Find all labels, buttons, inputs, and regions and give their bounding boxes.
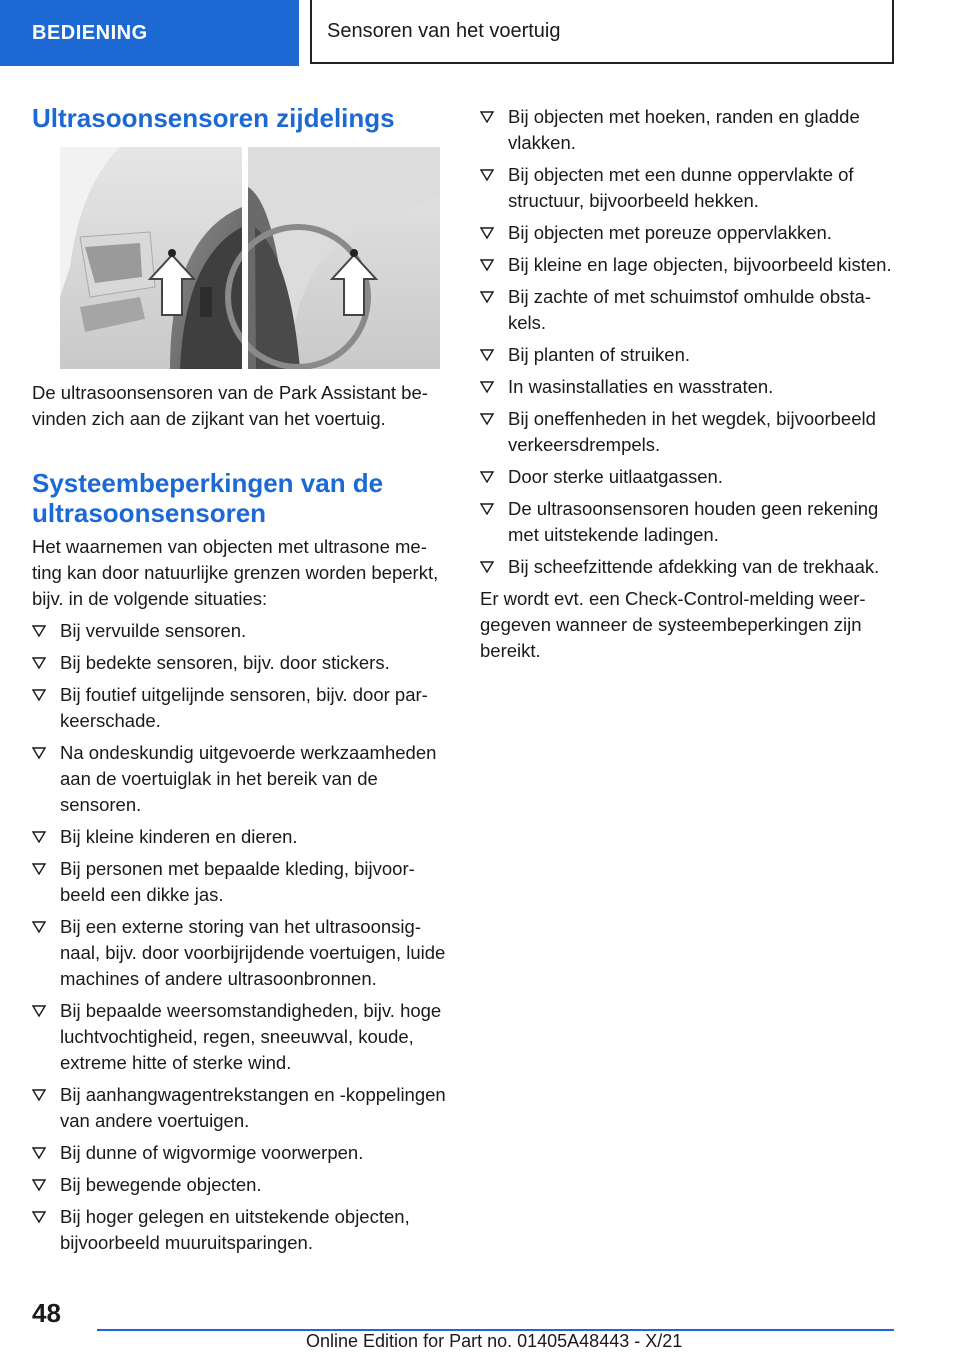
footer-edition: Online Edition for Part no. 01405A48443 - X/21 (306, 1331, 683, 1351)
list-item: Bij aanhangwagentrekstangen en -koppelingen van andere voertuigen. (32, 1082, 446, 1134)
list-item: Bij een externe storing van het ultrasoonsignaal, bijv. door voorbijrijdende voertuigen, luide machines of andere ultrasoonbronnen. (32, 914, 446, 992)
list-item: Bij bewegende objecten. (32, 1172, 446, 1198)
side-sensors-paragraph: De ultrasoonsensoren van de Park Assistant bevinden zich aan de zijkant van het voertuig. (32, 382, 428, 429)
bullet-triangle-icon (480, 168, 494, 182)
bullet-triangle-icon (480, 348, 494, 362)
bullet-triangle-icon (32, 862, 46, 876)
list-item: Bij zachte of met schuimstof omhulde obstakels. (480, 284, 894, 336)
bullet-triangle-icon (480, 502, 494, 516)
bullet-triangle-icon (480, 470, 494, 484)
list-item: Bij kleine kinderen en dieren. (32, 824, 446, 850)
list-item: Bij vervuilde sensoren. (32, 618, 446, 644)
limitations-list-left (32, 618, 446, 1256)
list-item: Bij objecten met poreuze oppervlakken. (480, 220, 894, 246)
page-number: 48 (32, 1298, 61, 1328)
list-item: Bij bedekte sensoren, bijv. door stickers. (32, 650, 446, 676)
bullet-triangle-icon (480, 380, 494, 394)
side-sensor-illustration (60, 147, 440, 369)
bullet-triangle-icon (32, 688, 46, 702)
bullet-triangle-icon (480, 226, 494, 240)
bullet-triangle-icon (32, 1210, 46, 1224)
bullet-triangle-icon (32, 746, 46, 760)
list-item: Bij objecten met hoeken, randen en gladde vlakken. (480, 104, 894, 156)
bullet-triangle-icon (480, 560, 494, 574)
bullet-triangle-icon (480, 290, 494, 304)
list-item: Door sterke uitlaatgassen. (480, 464, 894, 490)
bullet-triangle-icon (32, 656, 46, 670)
limitations-intro: Het waarnemen van objecten met ultrasone meting kan door natuurlijke grenzen worden beperkt, bijv. in de volgende situaties: (32, 536, 439, 609)
bullet-triangle-icon (32, 1178, 46, 1192)
list-item: Bij dunne of wigvormige voorwerpen. (32, 1140, 446, 1166)
section-title: BEDIENING (32, 21, 148, 44)
bullet-triangle-icon (32, 1146, 46, 1160)
list-item: Bij hoger gelegen en uitstekende objecten, bijvoorbeeld muuruitsparingen. (32, 1204, 446, 1256)
list-item: Na ondeskundig uitgevoerde werkzaamheden aan de voertuiglak in het bereik van de sensoren. (32, 740, 446, 818)
check-control-note: Er wordt evt. een Check-Control-melding weergegeven wanneer de systeembeperkingen zijn bereikt. (480, 588, 866, 661)
list-item: Bij planten of struiken. (480, 342, 894, 368)
section-tab (0, 0, 299, 66)
list-item: Bij personen met bepaalde kleding, bijvoorbeeld een dikke jas. (32, 856, 446, 908)
bullet-triangle-icon (32, 1088, 46, 1102)
chapter-title: Sensoren van het voertuig (327, 19, 561, 42)
list-item: Bij scheefzittende afdekking van de trekhaak. (480, 554, 894, 580)
section-heading-side-sensors: Ultrasoonsensoren zijdelings (32, 103, 395, 133)
list-item: Bij foutief uitgelijnde sensoren, bijv. door parkeerschade. (32, 682, 446, 734)
list-item: Bij objecten met een dunne oppervlakte of structuur, bijvoorbeeld hekken. (480, 162, 894, 214)
bullet-triangle-icon (480, 258, 494, 272)
bullet-triangle-icon (32, 1004, 46, 1018)
limitations-list-right (480, 104, 894, 580)
bullet-triangle-icon (32, 624, 46, 638)
chapter-header (310, 0, 894, 64)
list-item: De ultrasoonsensoren houden geen rekening met uitstekende ladingen. (480, 496, 894, 548)
bullet-triangle-icon (32, 920, 46, 934)
section-heading-limitations: Systeembeperkingen van de ultrasoonsensoren (32, 468, 384, 528)
list-item: Bij bepaalde weersomstandigheden, bijv. hoge luchtvochtigheid, regen, sneeuwval, koude, extreme hitte of sterke wind. (32, 998, 446, 1076)
list-item: Bij kleine en lage objecten, bijvoorbeeld kisten. (480, 252, 894, 278)
list-item: Bij oneffenheden in het wegdek, bijvoorbeeld verkeersdrempels. (480, 406, 894, 458)
bullet-triangle-icon (480, 412, 494, 426)
bullet-triangle-icon (480, 110, 494, 124)
bullet-triangle-icon (32, 830, 46, 844)
list-item: In wasinstallaties en wasstraten. (480, 374, 894, 400)
